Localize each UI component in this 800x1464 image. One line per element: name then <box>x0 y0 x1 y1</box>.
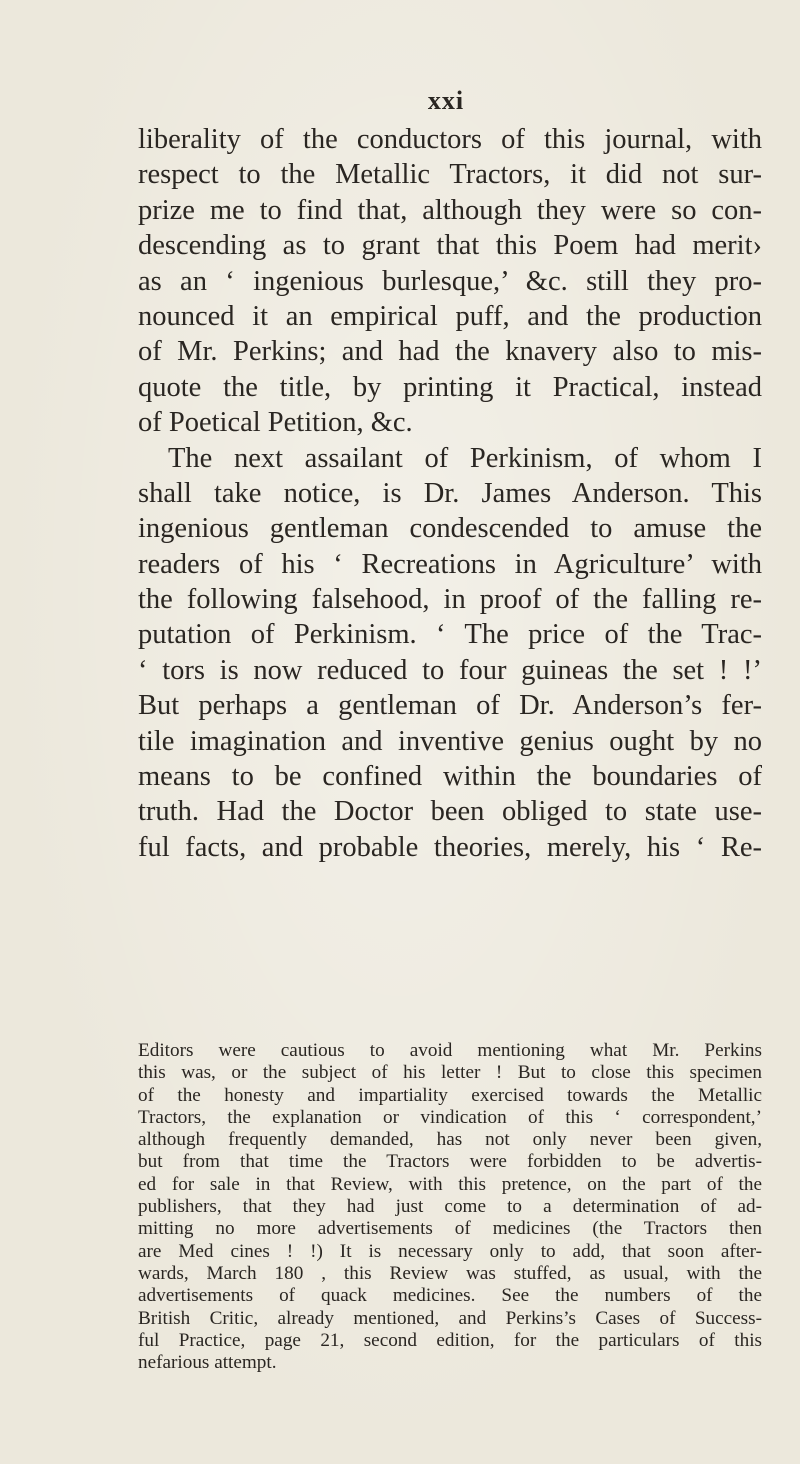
footnote-line: Tractors, the explanation or vindication of this ‘ correspondent,’ <box>138 1106 762 1128</box>
footnote-line: Editors were cautious to avoid mentioning what Mr. Perkins <box>138 1040 762 1061</box>
text-line: putation of Perkinism. ‘ The price of the Trac- <box>138 619 762 651</box>
text-line: But perhaps a gentleman of Dr. Anderson’s fer- <box>138 690 762 722</box>
footnote-line: although frequently demanded, has not only never been given, <box>138 1129 762 1151</box>
text-line: of Poetical Petition, &c. <box>138 407 413 439</box>
text-line: liberality of the conductors of this journal, with <box>138 124 762 155</box>
footnote <box>138 1040 762 1374</box>
page-number: xxi <box>427 86 465 115</box>
text-line: as an ‘ ingenious burlesque,’ &c. still they pro- <box>138 265 762 297</box>
footnote-line: mitting no more advertisements of medicines (the Tractors then <box>138 1218 762 1240</box>
footnote-line: advertisements of quack medicines. See the numbers of the <box>138 1285 762 1307</box>
text-line: respect to the Metallic Tractors, it did not sur- <box>138 159 762 191</box>
footnote-line: of the honesty and impartiality exercised towards the Metallic <box>138 1084 762 1106</box>
footnote-line: nefarious attempt. <box>138 1352 277 1374</box>
footnote-line: wards, March 180 , this Review was stuffed, as usual, with the <box>138 1262 762 1284</box>
text-line: tile imagination and inventive genius ought by no <box>138 725 762 757</box>
text-line: means to be confined within the boundaries of <box>138 761 762 793</box>
text-line: The next assailant of Perkinism, of whom I <box>168 442 762 474</box>
text-line: quote the title, by printing it Practical, instead <box>138 371 762 403</box>
footnote-line: ed for sale in that Review, with this pretence, on the part of the <box>138 1173 762 1195</box>
text-line: ful facts, and probable theories, merely, his ‘ Re- <box>138 831 762 863</box>
text-line: the following falsehood, in proof of the falling re- <box>138 584 762 616</box>
text-line: nounced it an empirical puff, and the production <box>138 300 762 332</box>
footnote-line: are Med cines ! !) It is necessary only to add, that soon after- <box>138 1240 762 1262</box>
body-text <box>138 122 762 865</box>
text-line: shall take notice, is Dr. James Anderson. This <box>138 477 762 509</box>
footnote-line: this was, or the subject of his letter ! But to close this specimen <box>138 1062 762 1084</box>
text-line: readers of his ‘ Recreations in Agriculture’ with <box>138 548 762 580</box>
footnote-line: publishers, that they had just come to a determination of ad- <box>138 1196 762 1218</box>
footnote-line: ful Practice, page 21, second edition, for the particulars of this <box>138 1329 762 1351</box>
text-line: ingenious gentleman condescended to amuse the <box>138 513 762 545</box>
text-line: descending as to grant that this Poem had merit› <box>138 230 762 262</box>
footnote-line: but from that time the Tractors were forbidden to be advertis- <box>138 1151 762 1173</box>
text-line: of Mr. Perkins; and had the knavery also to mis- <box>138 336 762 368</box>
footnote-line: British Critic, already mentioned, and Perkins’s Cases of Success- <box>138 1307 762 1329</box>
text-line: ‘ tors is now reduced to four guineas the set ! !’ <box>138 654 762 686</box>
text-line: prize me to find that, although they were so con- <box>138 194 762 226</box>
text-line: truth. Had the Doctor been obliged to state use- <box>138 796 762 828</box>
